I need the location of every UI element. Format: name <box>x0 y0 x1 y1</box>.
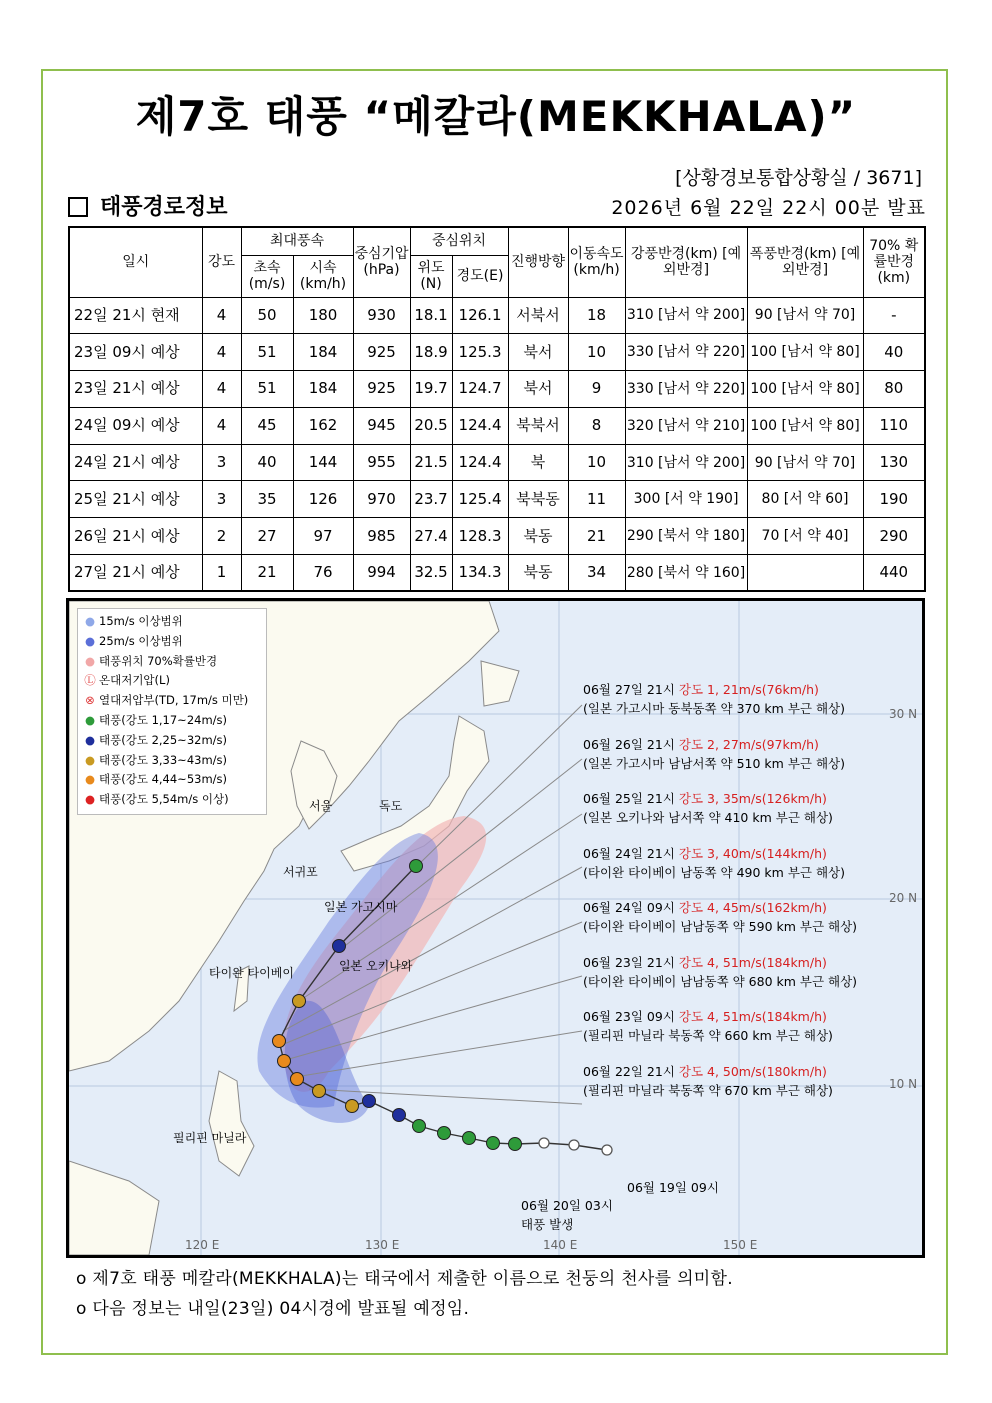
table-cell: 440 <box>863 555 925 592</box>
table-cell: 994 <box>353 555 410 592</box>
track-point-typhoon-icon <box>509 1138 522 1151</box>
legend-marker-icon: ⊗ <box>85 693 95 708</box>
callout-time: 06월 23일 09시 <box>583 1009 679 1024</box>
axis-lon-130: 130 E <box>365 1238 400 1252</box>
table-cell: 32.5 <box>410 555 452 592</box>
table-cell: 27 <box>241 518 293 555</box>
place-okinawa: 일본 오키나와 <box>339 959 413 973</box>
col-center: 중심위치 <box>410 227 508 255</box>
table-cell: 97 <box>293 518 353 555</box>
legend-item <box>84 751 266 771</box>
callout-intensity: 강도 2, 27m/s(97km/h) <box>678 736 819 752</box>
table-cell: 11 <box>568 481 625 518</box>
table-row <box>69 407 925 444</box>
col-direction: 진행방향 <box>508 227 568 297</box>
table-cell: 22일 21시 현재 <box>69 297 202 334</box>
callout-intensity: 강도 4, 50m/s(180km/h) <box>678 1063 827 1079</box>
table-cell: 945 <box>353 407 410 444</box>
track-point-typhoon-icon <box>291 1073 304 1086</box>
table-cell: 45 <box>241 407 293 444</box>
legend-item <box>84 652 266 672</box>
table-cell: 110 <box>863 407 925 444</box>
table-cell: - <box>863 297 925 334</box>
track-point-typhoon-icon <box>346 1100 359 1113</box>
table-cell: 18.1 <box>410 297 452 334</box>
table-row <box>69 334 925 371</box>
table-cell: 27.4 <box>410 518 452 555</box>
track-point-typhoon-icon <box>293 995 306 1008</box>
place-kagoshima: 일본 가고시마 <box>324 900 398 914</box>
legend-item <box>84 632 266 652</box>
place-seogwipo: 서귀포 <box>283 865 318 879</box>
table-cell: 128.3 <box>452 518 508 555</box>
callout-time: 06월 25일 21시 <box>583 791 679 806</box>
table-cell: 8 <box>568 407 625 444</box>
forecast-callout <box>583 844 845 882</box>
callout-location: (일본 가고시마 남남서쪽 약 510 km 부근 해상) <box>583 755 845 771</box>
table-cell: 북동 <box>508 555 568 592</box>
legend-marker-icon: ● <box>84 653 96 668</box>
legend-marker-icon: ● <box>84 633 96 648</box>
legend-label: 태풍(강도 5,54m/s 이상) <box>99 792 229 807</box>
axis-lon-150: 150 E <box>723 1238 758 1252</box>
table-cell: 190 <box>863 481 925 518</box>
callout-time: 06월 23일 21시 <box>583 954 679 970</box>
col-storm: 폭풍반경(km) [예외반경] <box>747 227 863 297</box>
forecast-callout <box>583 680 845 718</box>
table-cell: 40 <box>863 334 925 371</box>
table-cell: 126.1 <box>452 297 508 334</box>
note-2: o 다음 정보는 내일(23일) 04시경에 발표될 예정임. <box>76 1299 470 1319</box>
track-point-typhoon-icon <box>278 1055 291 1068</box>
table-cell: 1 <box>202 555 241 592</box>
table-row <box>69 444 925 481</box>
table-cell: 50 <box>241 297 293 334</box>
table-cell: 23일 09시 예상 <box>69 334 202 371</box>
table-cell: 70 [서 약 40] <box>747 518 863 555</box>
table-cell: 북서 <box>508 371 568 408</box>
legend-label: 태풍(강도 4,44~53m/s) <box>99 772 228 787</box>
callout-line <box>583 789 833 808</box>
track-formed-date: 06월 20일 03시 <box>521 1198 613 1213</box>
legend-marker-icon: ● <box>84 752 96 767</box>
notes <box>76 1264 733 1324</box>
table-cell: 76 <box>293 555 353 592</box>
track-point-typhoon-icon <box>313 1085 326 1098</box>
table-cell: 북북서 <box>508 407 568 444</box>
callout-line <box>583 1062 833 1081</box>
typhoon-track-table <box>68 226 926 592</box>
track-point-td-icon <box>569 1140 579 1150</box>
callout-line <box>583 844 845 863</box>
table-cell: 서북서 <box>508 297 568 334</box>
table-cell: 124.7 <box>452 371 508 408</box>
table-cell: 320 [남서 약 210] <box>625 407 747 444</box>
callout-time: 06월 26일 21시 <box>583 736 679 752</box>
callout-line <box>583 680 845 699</box>
note-1: o 제7호 태풍 메칼라(MEKKHALA)는 태국에서 제출한 이름으로 천둥의 천사를 의미함. <box>76 1269 733 1289</box>
table-cell: 25일 21시 예상 <box>69 481 202 518</box>
place-dokdo: 독도 <box>379 799 403 813</box>
track-point-typhoon-icon <box>463 1132 476 1145</box>
table-cell: 126 <box>293 481 353 518</box>
callout-line <box>583 898 857 917</box>
table-cell: 21.5 <box>410 444 452 481</box>
forecast-callout <box>583 898 857 936</box>
track-point-typhoon-icon <box>487 1137 500 1150</box>
checkbox-icon <box>68 197 88 217</box>
callout-intensity: 강도 4, 45m/s(162km/h) <box>678 900 827 915</box>
table-cell: 280 [북서 약 160] <box>625 555 747 592</box>
table-cell: 10 <box>568 334 625 371</box>
legend-marker-icon: ● <box>84 614 96 628</box>
table-cell: 51 <box>241 334 293 371</box>
callout-intensity: 강도 4, 51m/s(184km/h) <box>678 954 827 970</box>
table-cell: 80 [서 약 60] <box>747 481 863 518</box>
table-cell: 290 [북서 약 180] <box>625 518 747 555</box>
table-cell: 4 <box>202 297 241 334</box>
callout-time: 06월 27일 21시 <box>583 682 679 697</box>
table-cell: 4 <box>202 334 241 371</box>
legend-label: 태풍(강도 3,33~43m/s) <box>99 752 228 767</box>
callout-location: (타이완 타이베이 남남동쪽 약 590 km 부근 해상) <box>583 919 858 934</box>
table-cell: 970 <box>353 481 410 518</box>
col-intensity: 강도 <box>202 227 241 297</box>
legend-item <box>84 691 266 711</box>
table-cell: 24일 21시 예상 <box>69 444 202 481</box>
callout-time: 06월 22일 21시 <box>583 1063 679 1079</box>
table-cell: 330 [남서 약 220] <box>625 371 747 408</box>
track-point-typhoon-icon <box>410 860 423 873</box>
axis-lon-120: 120 E <box>185 1238 220 1252</box>
col-max-wind: 최대풍속 <box>241 227 353 255</box>
table-cell: 144 <box>293 444 353 481</box>
table-cell: 124.4 <box>452 444 508 481</box>
table-cell <box>747 555 863 592</box>
table-cell: 21 <box>241 555 293 592</box>
legend-marker-icon: ● <box>84 732 96 747</box>
forecast-callout <box>583 953 857 991</box>
legend-label: 태풍(강도 2,25~32m/s) <box>99 732 228 747</box>
callout-location: (필리핀 마닐라 북동쪽 약 670 km 부근 해상) <box>583 1082 833 1098</box>
table-cell: 51 <box>241 371 293 408</box>
table-cell: 184 <box>293 371 353 408</box>
col-gale: 강풍반경(km) [예외반경] <box>625 227 747 297</box>
table-cell: 162 <box>293 407 353 444</box>
table-cell: 10 <box>568 444 625 481</box>
table-cell: 26일 21시 예상 <box>69 518 202 555</box>
track-point-td-icon <box>602 1145 612 1155</box>
legend-item <box>84 790 266 810</box>
legend-label: 15m/s 이상범위 <box>99 614 183 628</box>
table-cell: 100 [남서 약 80] <box>747 371 863 408</box>
track-start-label: 06월 19일 09시 <box>627 1180 719 1195</box>
table-cell: 930 <box>353 297 410 334</box>
callout-location: (필리핀 마닐라 북동쪽 약 660 km 부근 해상) <box>583 1028 833 1043</box>
col-pressure: 중심기압(hPa) <box>353 227 410 297</box>
table-row <box>69 555 925 592</box>
callout-time: 06월 24일 21시 <box>583 845 679 861</box>
place-manila: 필리핀 마닐라 <box>173 1131 247 1145</box>
legend-item <box>84 671 266 691</box>
table-cell: 북서 <box>508 334 568 371</box>
table-cell: 4 <box>202 407 241 444</box>
table-cell: 4 <box>202 371 241 408</box>
axis-lat-10: 10 N <box>889 1077 918 1091</box>
track-point-typhoon-icon <box>273 1035 286 1048</box>
legend-label: 태풍(강도 1,17~24m/s) <box>99 712 228 727</box>
table-cell: 90 [남서 약 70] <box>747 297 863 334</box>
page-title: 제7호 태풍 “메칼라(MEKKHALA)” <box>135 92 857 141</box>
col-speed: 이동속도(km/h) <box>568 227 625 297</box>
table-cell: 100 [남서 약 80] <box>747 334 863 371</box>
table-cell: 20.5 <box>410 407 452 444</box>
table-cell: 925 <box>353 371 410 408</box>
table-cell: 90 [남서 약 70] <box>747 444 863 481</box>
table-cell: 125.3 <box>452 334 508 371</box>
col-kmh: 시속(km/h) <box>293 255 353 297</box>
table-cell: 35 <box>241 481 293 518</box>
callout-intensity: 강도 4, 51m/s(184km/h) <box>678 1009 827 1024</box>
section-heading <box>68 190 228 221</box>
forecast-callout <box>583 1062 833 1100</box>
axis-lat-20: 20 N <box>889 891 918 905</box>
table-cell: 18.9 <box>410 334 452 371</box>
legend-marker-icon: ● <box>84 712 96 727</box>
legend-marker-icon: Ⓛ <box>84 673 96 688</box>
legend-label: 열대저압부(TD, 17m/s 미만) <box>99 693 249 708</box>
legend-item <box>84 770 266 790</box>
axis-lat-30: 30 N <box>889 707 918 721</box>
table-cell: 955 <box>353 444 410 481</box>
table-cell: 23일 21시 예상 <box>69 371 202 408</box>
table-row <box>69 371 925 408</box>
table-cell: 2 <box>202 518 241 555</box>
table-cell: 21 <box>568 518 625 555</box>
issuing-office: [상황경보통합상황실 / 3671] <box>675 167 922 189</box>
legend-label: 태풍위치 70%확률반경 <box>99 653 218 668</box>
table-cell: 330 [남서 약 220] <box>625 334 747 371</box>
table-cell: 310 [남서 약 200] <box>625 297 747 334</box>
table-cell: 9 <box>568 371 625 408</box>
section-title: 태풍경로정보 <box>100 195 228 220</box>
typhoon-track-map <box>66 598 925 1258</box>
map-legend <box>77 608 267 815</box>
table-cell: 40 <box>241 444 293 481</box>
table-cell: 180 <box>293 297 353 334</box>
legend-label: 25m/s 이상범위 <box>99 633 183 648</box>
table-cell: 100 [남서 약 80] <box>747 407 863 444</box>
table-cell: 19.7 <box>410 371 452 408</box>
track-point-typhoon-icon <box>393 1109 406 1122</box>
place-taipei: 타이완 타이베이 <box>209 966 294 980</box>
legend-item <box>84 711 266 731</box>
callout-location: (타이완 타이베이 남남동쪽 약 680 km 부근 해상) <box>583 973 858 989</box>
table-cell: 북 <box>508 444 568 481</box>
callout-intensity: 강도 3, 35m/s(126km/h) <box>678 791 827 806</box>
table-cell: 34 <box>568 555 625 592</box>
legend-label: 온대저기압(L) <box>99 673 170 688</box>
callout-location: (일본 가고시마 동북동쪽 약 370 km 부근 해상) <box>583 701 845 716</box>
axis-lon-140: 140 E <box>543 1238 578 1252</box>
table-cell: 310 [남서 약 200] <box>625 444 747 481</box>
table-cell: 124.4 <box>452 407 508 444</box>
table-cell: 북동 <box>508 518 568 555</box>
track-point-typhoon-icon <box>363 1095 376 1108</box>
track-point-td-icon <box>539 1138 549 1148</box>
callout-location: (일본 오키나와 남서쪽 약 410 km 부근 해상) <box>583 810 833 825</box>
callout-line <box>583 1007 833 1026</box>
issue-time: 2026년 6월 22일 22시 00분 발표 <box>611 197 926 219</box>
table-cell: 184 <box>293 334 353 371</box>
table-row <box>69 518 925 555</box>
forecast-callout <box>583 735 845 773</box>
callout-time: 06월 24일 09시 <box>583 900 679 915</box>
col-datetime: 일시 <box>69 227 202 297</box>
table-cell: 130 <box>863 444 925 481</box>
col-lon: 경도(E) <box>452 255 508 297</box>
table-cell: 24일 09시 예상 <box>69 407 202 444</box>
callout-intensity: 강도 1, 21m/s(76km/h) <box>678 682 819 697</box>
legend-item <box>84 612 266 632</box>
table-cell: 125.4 <box>452 481 508 518</box>
table-cell: 134.3 <box>452 555 508 592</box>
track-point-typhoon-icon <box>333 940 346 953</box>
legend-marker-icon: ● <box>84 792 96 807</box>
table-cell: 80 <box>863 371 925 408</box>
legend-marker-icon: ● <box>84 772 96 787</box>
table-row <box>69 481 925 518</box>
table-cell: 290 <box>863 518 925 555</box>
track-point-typhoon-icon <box>438 1127 451 1140</box>
table-cell: 23.7 <box>410 481 452 518</box>
table-cell: 27일 21시 예상 <box>69 555 202 592</box>
table-cell: 북북동 <box>508 481 568 518</box>
table-cell: 985 <box>353 518 410 555</box>
track-point-typhoon-icon <box>413 1120 426 1133</box>
forecast-callout <box>583 1007 833 1045</box>
callout-line <box>583 953 857 972</box>
col-lat: 위도(N) <box>410 255 452 297</box>
forecast-callout <box>583 789 833 827</box>
col-prob: 70% 확률반경(km) <box>863 227 925 297</box>
table-cell: 18 <box>568 297 625 334</box>
place-seoul: 서울 <box>309 799 333 813</box>
callout-line <box>583 735 845 754</box>
table-cell: 3 <box>202 481 241 518</box>
legend-item <box>84 731 266 751</box>
table-cell: 3 <box>202 444 241 481</box>
table-row <box>69 297 925 334</box>
callout-intensity: 강도 3, 40m/s(144km/h) <box>678 845 827 861</box>
table-cell: 300 [서 약 190] <box>625 481 747 518</box>
col-ms: 초속(m/s) <box>241 255 293 297</box>
table-cell: 925 <box>353 334 410 371</box>
callout-location: (타이완 타이베이 남동쪽 약 490 km 부근 해상) <box>583 864 845 880</box>
track-formed-label: 태풍 발생 <box>521 1217 574 1232</box>
